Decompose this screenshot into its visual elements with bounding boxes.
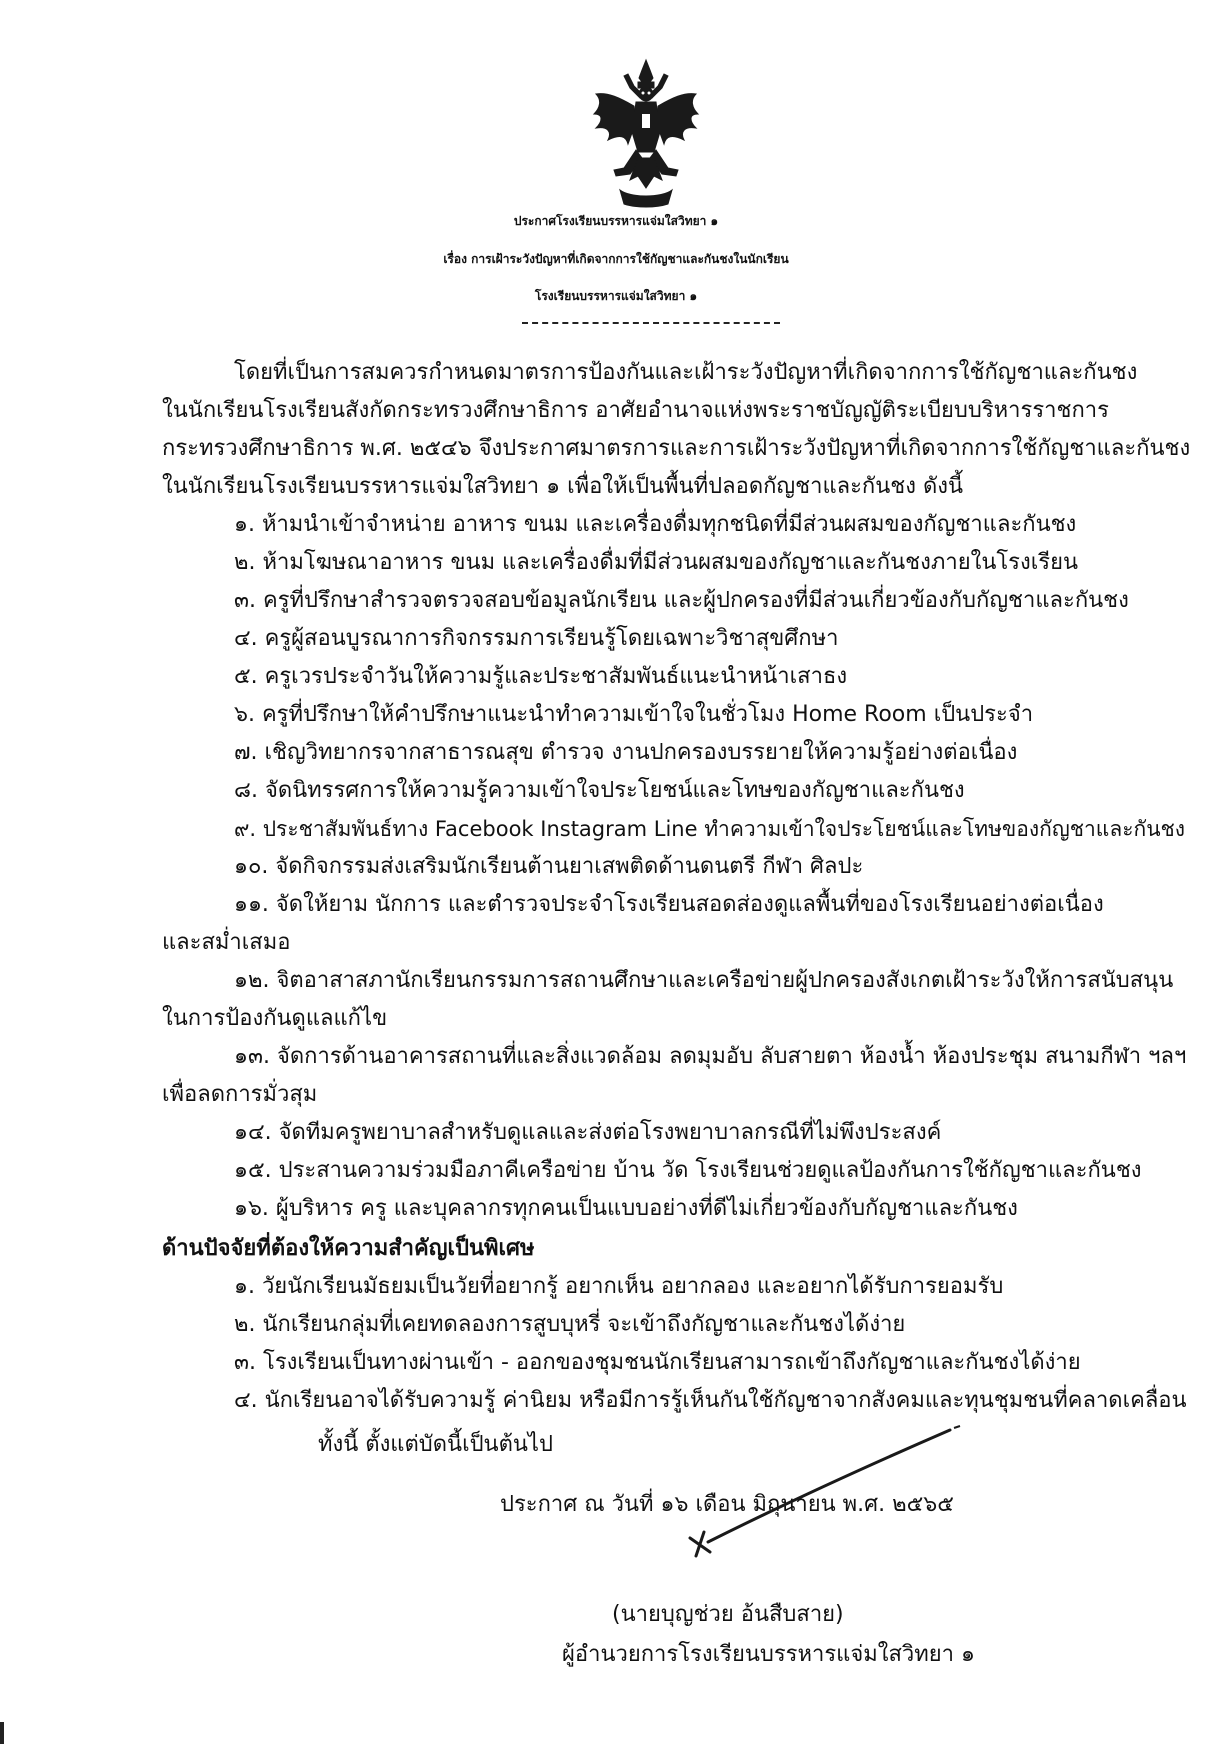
- measure-item: ๑๕. ประสานความร่วมมือภาคีเครือข่าย บ้าน วัด โรงเรียนช่วยดูแลป้องกันการใช้กัญชาและกันชง: [234, 1158, 1142, 1183]
- factor-item: ๑. วัยนักเรียนมัธยมเป็นวัยที่อยากรู้ อยากเห็น อยากลอง และอยากได้รับการยอมรับ: [234, 1274, 1004, 1299]
- announcement-date: ประกาศ ณ วันที่ ๑๖ เดือน มิถุนายน พ.ศ. ๒๕๖๕: [500, 1492, 954, 1517]
- factor-item: ๓. โรงเรียนเป็นทางผ่านเข้า - ออกของชุมชนนักเรียนสามารถเข้าถึงกัญชาและกันชงได้ง่าย: [234, 1350, 1081, 1375]
- measure-item: ๘. จัดนิทรรศการให้ความรู้ความเข้าใจประโยชน์และโทษของกัญชาและกันชง: [234, 778, 965, 803]
- handwritten-signature: [680, 1420, 980, 1560]
- measure-item: ๑๑. จัดให้ยาม นักการ และตำรวจประจำโรงเรียนสอดส่องดูแลพื้นที่ของโรงเรียนอย่างต่อเนื่อง: [234, 892, 1104, 917]
- measure-item: ๑. ห้ามนำเข้าจำหน่าย อาหาร ขนม และเครื่องดื่มทุกชนิดที่มีส่วนผสมของกัญชาและกันชง: [234, 512, 1077, 537]
- measure-item: ๑๐. จัดกิจกรรมส่งเสริมนักเรียนต้านยาเสพติดด้านดนตรี กีฬา ศิลปะ: [234, 854, 864, 879]
- factor-item: ๒. นักเรียนกลุ่มที่เคยทดลองการสูบบุหรี่ จะเข้าถึงกัญชาและกันชงได้ง่าย: [234, 1312, 906, 1337]
- garuda-emblem-icon: [590, 58, 702, 208]
- intro-line: ในนักเรียนโรงเรียนสังกัดกระทรวงศึกษาธิการ อาศัยอำนาจแห่งพระราชบัญญัติระเบียบบริหารราชการ: [162, 398, 1109, 423]
- measure-item: ๑๖. ผู้บริหาร ครู และบุคลากรทุกคนเป็นแบบอย่างที่ดีไม่เกี่ยวข้องกับกัญชาและกันชง: [234, 1196, 1018, 1221]
- intro-line: กระทรวงศึกษาธิการ พ.ศ. ๒๕๔๖ จึงประกาศมาตรการและการเฝ้าระวังปัญหาที่เกิดจากการใช้กัญชาและกันชง: [162, 436, 1191, 461]
- announcement-subject: เรื่อง การเฝ้าระวังปัญหาที่เกิดจากการใช้กัญชาและกันชงในนักเรียน: [443, 252, 789, 266]
- signer-name: (นายบุญช่วย อ้นสืบสาย): [612, 1602, 844, 1627]
- scan-edge-mark: [0, 1722, 4, 1744]
- measure-continuation: และสม่ำเสมอ: [162, 930, 291, 955]
- intro-line: โดยที่เป็นการสมควรกำหนดมาตรการป้องกันและเฝ้าระวังปัญหาที่เกิดจากการใช้กัญชาและกันชง: [234, 360, 1138, 385]
- announcement-title: ประกาศโรงเรียนบรรหารแจ่มใสวิทยา ๑: [513, 214, 719, 228]
- factors-heading: ด้านปัจจัยที่ต้องให้ความสำคัญเป็นพิเศษ: [162, 1236, 535, 1261]
- measure-item: ๖. ครูที่ปรึกษาให้คำปรึกษาแนะนำทำความเข้าใจในชั่วโมง Home Room เป็นประจำ: [234, 702, 1034, 727]
- measure-item: ๗. เชิญวิทยากรจากสาธารณสุข ตำรวจ งานปกครองบรรยายให้ความรู้อย่างต่อเนื่อง: [234, 740, 1018, 765]
- intro-line: ในนักเรียนโรงเรียนบรรหารแจ่มใสวิทยา ๑ เพื่อให้เป็นพื้นที่ปลอดกัญชาและกันชง ดังนี้: [162, 474, 964, 499]
- measure-item: ๒. ห้ามโฆษณาอาหาร ขนม และเครื่องดื่มที่มีส่วนผสมของกัญชาและกันชงภายในโรงเรียน: [234, 550, 1079, 575]
- school-name: โรงเรียนบรรหารแจ่มใสวิทยา ๑: [534, 289, 698, 303]
- measure-item: ๙. ประชาสัมพันธ์ทาง Facebook Instagram Line ทำความเข้าใจประโยชน์และโทษของกัญชาและกันชง: [234, 817, 1186, 841]
- measure-item: ๑๒. จิตอาสาสภานักเรียนกรรมการสถานศึกษาและเครือข่ายผู้ปกครองสังเกตเฝ้าระวังให้การสนับสนุน: [234, 968, 1174, 993]
- measure-item: ๕. ครูเวรประจำวันให้ความรู้และประชาสัมพันธ์แนะนำหน้าเสาธง: [234, 664, 848, 689]
- measure-item: ๔. ครูผู้สอนบูรณาการกิจกรรมการเรียนรู้โดยเฉพาะวิชาสุขศึกษา: [234, 626, 839, 651]
- signer-title: ผู้อำนวยการโรงเรียนบรรหารแจ่มใสวิทยา ๑: [562, 1642, 975, 1667]
- effective-statement: ทั้งนี้ ตั้งแต่บัดนี้เป็นต้นไป: [318, 1432, 553, 1457]
- measure-item: ๑๓. จัดการด้านอาคารสถานที่และสิ่งแวดล้อม ลดมุมอับ ลับสายตา ห้องน้ำ ห้องประชุม สนามกีฬา ฯลฯ: [234, 1044, 1187, 1069]
- title-divider: [522, 322, 780, 324]
- measure-continuation: ในการป้องกันดูแลแก้ไข: [162, 1006, 388, 1031]
- factor-item: ๔. นักเรียนอาจได้รับความรู้ ค่านิยม หรือมีการรู้เห็นกันใช้กัญชาจากสังคมและทุนชุมชนที่คลาดเคลื่อน: [234, 1388, 1187, 1413]
- measure-item: ๓. ครูที่ปรึกษาสำรวจตรวจสอบข้อมูลนักเรียน และผู้ปกครองที่มีส่วนเกี่ยวข้องกับกัญชาและกันชง: [234, 588, 1129, 613]
- measure-continuation: เพื่อลดการมั่วสุม: [162, 1082, 318, 1107]
- measure-item: ๑๔. จัดทีมครูพยาบาลสำหรับดูแลและส่งต่อโรงพยาบาลกรณีที่ไม่พึงประสงค์: [234, 1120, 942, 1145]
